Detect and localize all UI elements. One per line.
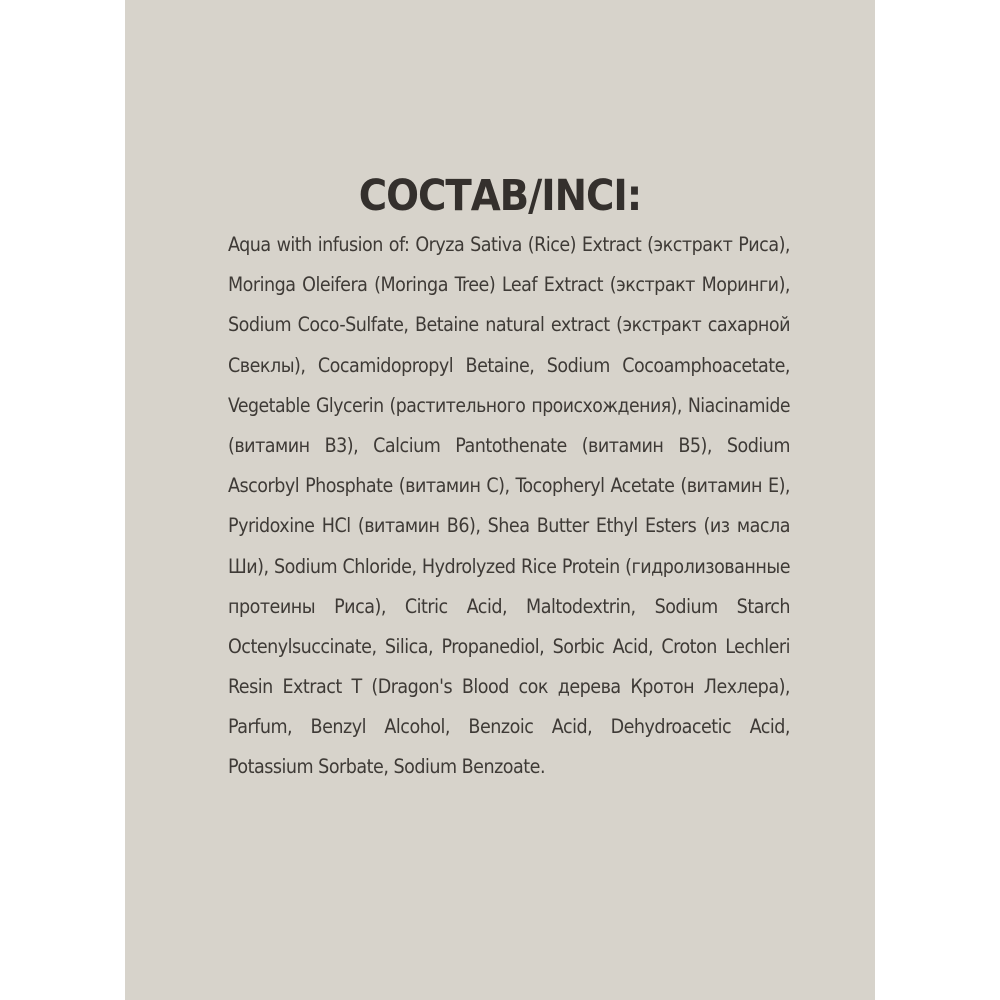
ingredients-line: Moringa Oleifera (Moringa Tree) Leaf Extract (экстракт Моринги), xyxy=(228,273,790,297)
ingredients-line: Sodium Coco-Sulfate, Betaine natural extract (экстракт сахарной xyxy=(228,313,790,337)
ingredients-line: Pyridoxine HCl (витамин B6), Shea Butter Ethyl Esters (из масла xyxy=(228,514,790,538)
ingredients-line: Aqua with infusion of: Oryza Sativa (Rice) Extract (экстракт Риса), xyxy=(228,233,790,256)
ingredients-line: Potassium Sorbate, Sodium Benzoate. xyxy=(228,755,546,779)
ingredients-text xyxy=(228,225,790,788)
page-title: СОСТАВ/INCI: xyxy=(358,171,642,221)
ingredients-line: протеины Риса), Citric Acid, Maltodextrin, Sodium Starch xyxy=(228,594,790,618)
ingredients-line: Vegetable Glycerin (растительного происхождения), Niacinamide xyxy=(228,393,790,417)
ingredients-line: Resin Extract T (Dragon's Blood сок дерева Кротон Лехлера), xyxy=(228,675,790,699)
ingredients-line: Свеклы), Cocamidopropyl Betaine, Sodium Cocoamphoacetate, xyxy=(228,353,790,377)
ingredients-line: Ши), Sodium Chloride, Hydrolyzed Rice Protein (гидролизованные xyxy=(228,554,790,578)
ingredients-card xyxy=(125,0,875,1000)
ingredients-line: Parfum, Benzyl Alcohol, Benzoic Acid, Dehydroacetic Acid, xyxy=(228,715,790,739)
ingredients-line: Octenylsuccinate, Silica, Propanediol, Sorbic Acid, Croton Lechleri xyxy=(228,634,790,658)
ingredients-line: (витамин B3), Calcium Pantothenate (витамин B5), Sodium xyxy=(228,433,790,457)
ingredients-line: Ascorbyl Phosphate (витамин C), Tocopheryl Acetate (витамин E), xyxy=(228,474,790,498)
